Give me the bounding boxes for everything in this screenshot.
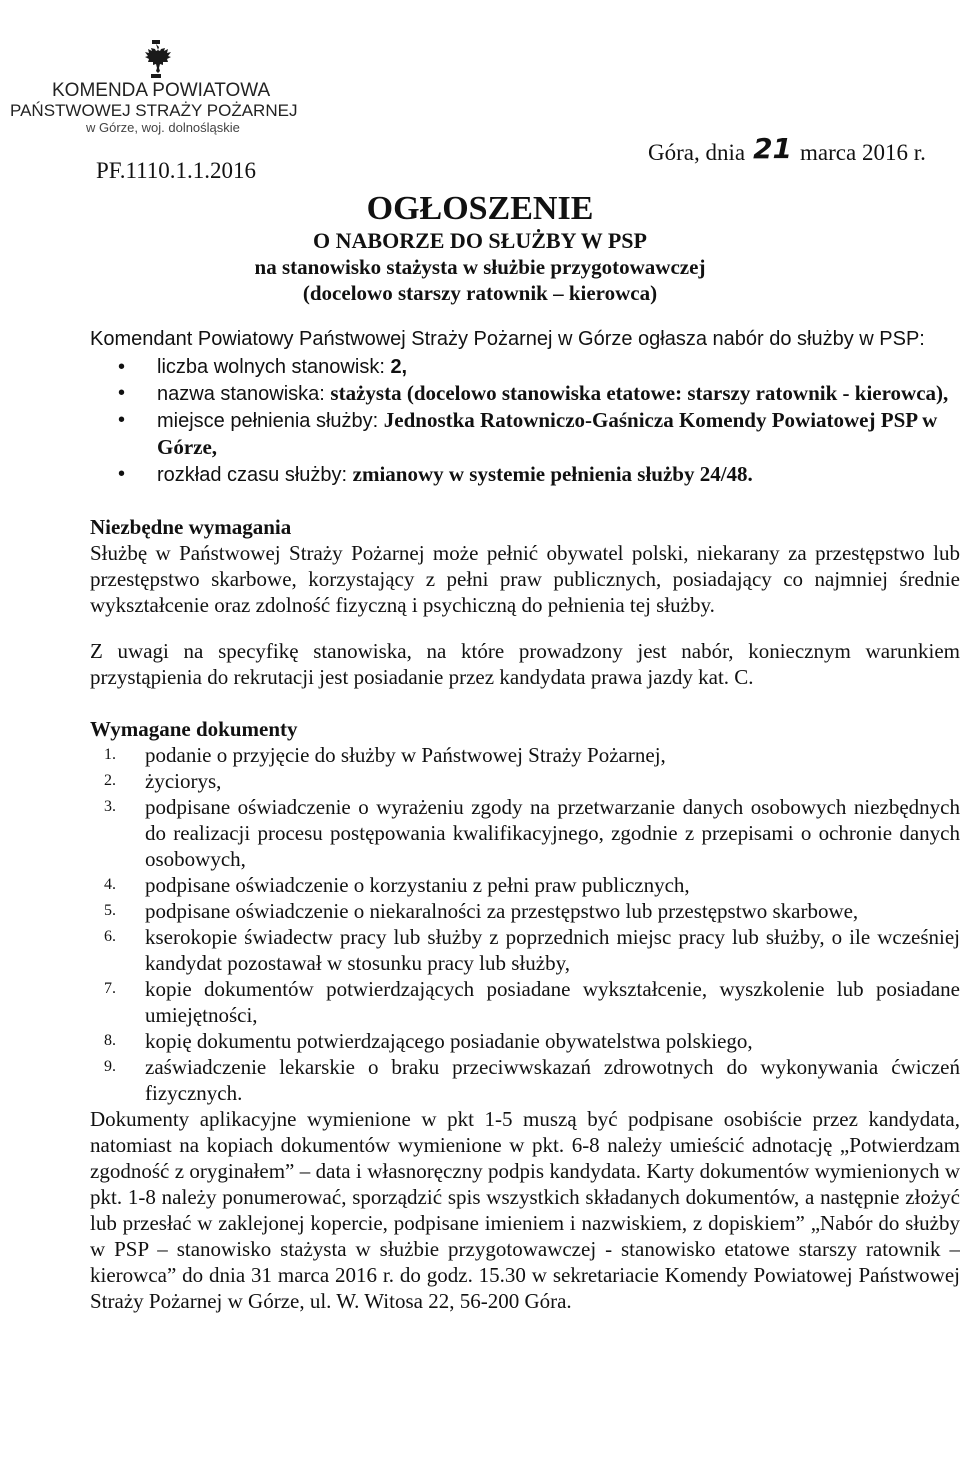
polish-eagle-emblem-icon: [134, 40, 178, 80]
bullet-icon: •: [118, 356, 126, 378]
item-number: 3.: [104, 798, 116, 815]
requirements-paragraph: Służbę w Państwowej Straży Pożarnej może pełnić obywatel polski, niekarany za przestępstwo lub przestępstwo skarbowe, korzystający z pełni praw publicznych, posiadający co najmniej średnie wykształcenie oraz zdolność fizyczną i psychiczną do pełnienia tej służby.: [90, 541, 960, 617]
item-number: 2.: [104, 772, 116, 789]
bullet-icon: •: [118, 382, 126, 404]
info-item: [90, 380, 960, 407]
date-suffix: marca 2016 r.: [800, 140, 926, 165]
document-item: [90, 742, 960, 768]
info-value: stażysta (docelowo stanowiska etatowe: starszy ratownik - kierowca),: [330, 381, 949, 405]
intro-paragraph: Komendant Powiatowy Państwowej Straży Pożarnej w Górze ogłasza nabór do służby w PSP:: [90, 328, 925, 350]
document-item: [90, 1054, 960, 1106]
license-paragraph: Z uwagi na specyfikę stanowiska, na które prowadzony jest nabór, koniecznym warunkiem przystąpienia do rekrutacji jest posiadanie przez kandydata prawa jazdy kat. C.: [90, 639, 960, 689]
item-number: 7.: [104, 980, 116, 997]
item-text: podpisane oświadczenie o wyrażeniu zgody na przetwarzanie danych osobowych niezbędnych do realizacji procesu postępowania kwalifikacyjnego, zgodnie z przepisami o ochronie danych osobowych,: [145, 795, 960, 871]
info-value: zmianowy w systemie pełnienia służby 24/48.: [352, 462, 753, 486]
item-number: 4.: [104, 876, 116, 893]
document-item: [90, 872, 960, 898]
item-number: 8.: [104, 1032, 116, 1049]
item-number: 5.: [104, 902, 116, 919]
documents-list: [90, 742, 960, 1106]
document-item: [90, 976, 960, 1028]
item-text: podpisane oświadczenie o korzystaniu z pełni praw publicznych,: [145, 873, 690, 897]
organization-location: w Górze, woj. dolnośląskie: [86, 120, 240, 135]
requirements-heading: Niezbędne wymagania: [90, 515, 292, 539]
info-label: liczba wolnych stanowisk:: [157, 356, 391, 378]
reference-number: PF.1110.1.1.2016: [96, 158, 257, 183]
item-text: kopię dokumentu potwierdzającego posiadanie obywatelstwa polskiego,: [145, 1029, 753, 1053]
item-number: 1.: [104, 746, 116, 763]
document-item: [90, 768, 960, 794]
page-title: OGŁOSZENIE: [366, 190, 594, 227]
item-text: podanie o przyjęcie do służby w Państwowej Straży Pożarnej,: [145, 743, 666, 767]
item-number: 6.: [104, 928, 116, 945]
item-number: 9.: [104, 1058, 116, 1075]
documents-heading: Wymagane dokumenty: [90, 717, 298, 741]
organization-name-line2: PAŃSTWOWEJ STRAŻY POŻARNEJ: [10, 101, 298, 120]
title-line1: O NABORZE DO SŁUŻBY W PSP: [313, 228, 647, 253]
info-item: [90, 354, 960, 380]
info-label: miejsce pełnienia służby:: [157, 410, 384, 432]
item-text: życiorys,: [145, 769, 222, 793]
document-item: [90, 924, 960, 976]
info-item: [90, 407, 960, 461]
document-item: [90, 794, 960, 872]
title-line2: na stanowisko stażysta w służbie przygotowawczej: [254, 255, 706, 279]
document-body: [90, 326, 960, 1314]
item-text: kserokopie świadectw pracy lub służby z poprzednich miejsc pracy lub służby, o ile wcześniej kandydat pozostawał w stosunku pracy lub służby,: [145, 925, 960, 975]
bullet-icon: •: [118, 409, 126, 431]
info-label: nazwa stanowiska:: [157, 383, 331, 405]
date-line: [648, 134, 926, 167]
item-text: kopie dokumentów potwierdzających posiadane wykształcenie, wyszkolenie lub posiadane umiejętności,: [145, 977, 960, 1027]
title-line3: (docelowo starszy ratownik – kierowca): [302, 281, 658, 305]
info-value: 2,: [390, 356, 408, 378]
info-item: [90, 461, 960, 488]
document-item: [90, 1028, 960, 1054]
closing-paragraph: Dokumenty aplikacyjne wymienione w pkt 1-5 muszą być podpisane osobiście przez kandydata, natomiast na kopiach dokumentów wymienione w pkt. 6-8 należy umieścić adnotację „Potwierdzam zgodność z oryginałem” – data i własnoręczny podpis kandydata. Karty dokumentów wymienionych w pkt. 1-8 należy ponumerować, sporządzić spis wszystkich składanych dokumentów, a następnie złożyć lub przesłać w zaklejonej kopercie, podpisane imieniem i nazwiskiem, z dopiskiem” „Nabór do służby w PSP – stanowisko stażysta w służbie przygotowawczej - stanowisko etatowe starszy ratownik – kierowca” do dnia 31 marca 2016 r. do godz. 15.30 w sekretariacie Komendy Powiatowej Państwowej Straży Pożarnej w Górze, ul. W. Witosa 22, 56-200 Góra.: [90, 1107, 960, 1313]
item-text: podpisane oświadczenie o niekaralności za przestępstwo lub przestępstwo skarbowe,: [145, 899, 859, 923]
date-day-handwritten: 21: [753, 132, 793, 165]
info-label: rozkład czasu służby:: [157, 464, 353, 486]
info-list: [90, 354, 960, 488]
item-text: zaświadczenie lekarskie o braku przeciwwskazań zdrowotnych do wykonywania ćwiczeń fizycznych.: [145, 1055, 960, 1105]
organization-name: KOMENDA POWIATOWA: [52, 80, 271, 101]
bullet-icon: •: [118, 463, 126, 485]
info-value: Jednostka Ratowniczo-Gaśnicza Komendy Powiatowej PSP w Górze,: [157, 408, 938, 459]
date-prefix: Góra, dnia: [648, 140, 746, 165]
document-item: [90, 898, 960, 924]
